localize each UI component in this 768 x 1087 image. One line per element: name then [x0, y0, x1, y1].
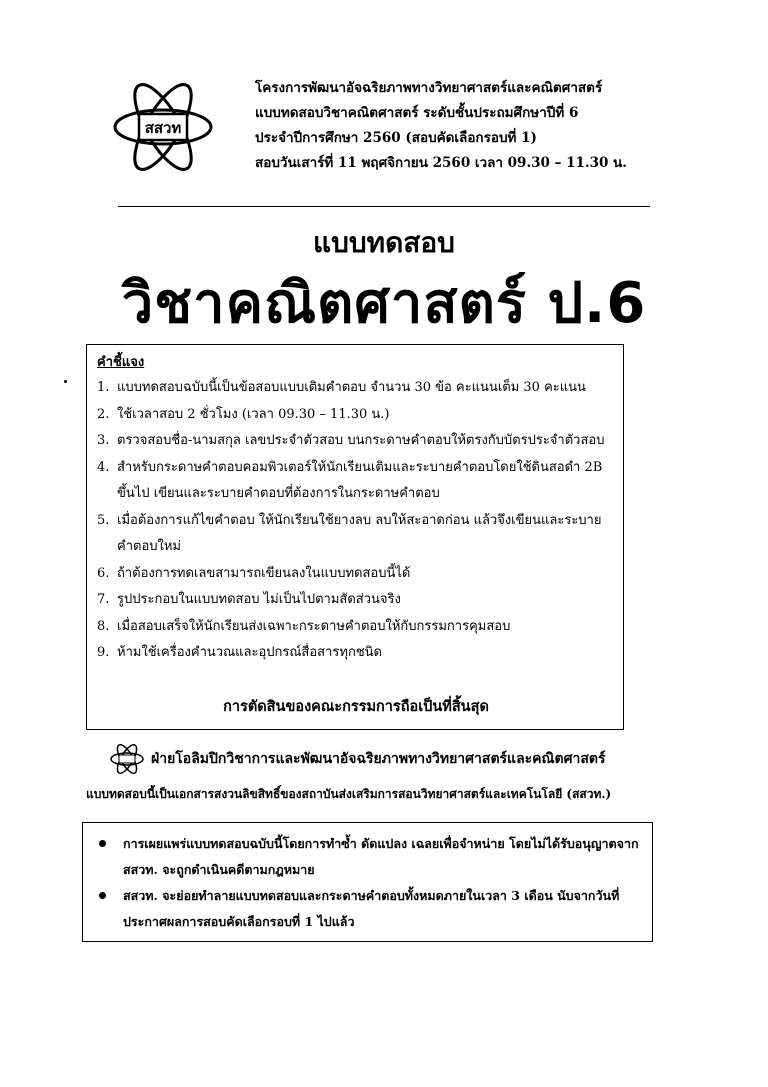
stray-mark	[64, 380, 67, 383]
copyright-notice: แบบทดสอบนี้เป็นเอกสารสงวนลิขสิทธิ์ของสถาบันส่งเสริมการสอนวิทยาศาสตร์และเทคโนโลยี (สสวท.)	[86, 787, 612, 801]
instruction-number: 6.	[97, 565, 110, 581]
header-divider	[118, 206, 650, 207]
legal-notice-list	[83, 831, 643, 935]
title-subject: วิชาคณิตศาสตร์ ป.6	[121, 271, 647, 336]
instruction-text: เมื่อสอบเสร็จให้นักเรียนส่งเฉพาะกระดาษคำตอบให้กับกรรมการคุมสอบ	[117, 618, 511, 634]
instruction-item	[97, 640, 617, 667]
instruction-number: 7.	[97, 592, 110, 607]
legal-notice-box	[82, 822, 653, 942]
header-line-exam: แบบทดสอบวิชาคณิตศาสตร์ ระดับชั้นประถมศึกษาปีที่ 6	[255, 105, 579, 121]
instruction-item	[97, 614, 617, 641]
ipst-small-logo	[110, 742, 144, 776]
header-line-date: สอบวันเสาร์ที่ 11 พฤศจิกายน 2560 เวลา 09.30 – 11.30 น.	[255, 155, 627, 171]
bullet-icon	[99, 892, 106, 899]
legal-notice-item	[83, 883, 643, 935]
instruction-text: สำหรับกระดาษคำตอบคอมพิวเตอร์ให้นักเรียนเติมและระบายคำตอบโดยใช้ดินสอดำ 2B ขึ้นไป เขียนและระบายคำตอบที่ต้องการในกระดาษคำตอบ	[117, 459, 603, 501]
instruction-item	[97, 587, 617, 614]
instruction-item	[97, 455, 617, 508]
instruction-item	[97, 402, 617, 429]
instruction-number: 1.	[97, 380, 110, 395]
instruction-item	[97, 561, 617, 588]
ipst-logo-text: สสวท	[144, 119, 182, 137]
instruction-text: ตรวจสอบชื่อ-นามสกุล เลขประจำตัวสอบ บนกระดาษคำตอบให้ตรงกับบัตรประจำตัวสอบ	[117, 433, 605, 448]
header-line-project: โครงการพัฒนาอัจฉริยภาพทางวิทยาศาสตร์และคณิตศาสตร์	[255, 80, 603, 96]
legal-notice-text: สสวท. จะย่อยทำลายแบบทดสอบและกระดาษคำตอบทั้งหมดภายในเวลา 3 เดือน นับจากวันที่ประกาศผลการสอบคัดเลือกรอบที่ 1 ไปแล้ว	[123, 888, 620, 929]
ipst-logo	[112, 76, 214, 178]
header-line-year: ประจำปีการศึกษา 2560 (สอบคัดเลือกรอบที่ 1)	[255, 130, 537, 146]
instruction-number: 2.	[97, 406, 110, 422]
instruction-number: 5.	[97, 512, 110, 528]
instructions-list	[97, 375, 617, 667]
instruction-number: 9.	[97, 645, 110, 660]
instruction-number: 4.	[97, 459, 110, 475]
instruction-item	[97, 508, 617, 561]
legal-notice-item	[83, 831, 643, 883]
legal-notice-text: การเผยแพร่แบบทดสอบฉบับนี้โดยการทำซ้ำ ดัดแปลง เฉลยเพื่อจำหน่าย โดยไม่ได้รับอนุญาตจาก สสวท. จะถูกดำเนินคดีตามกฎหมาย	[123, 836, 639, 877]
instructions-box	[86, 344, 624, 730]
instruction-text: เมื่อต้องการแก้ไขคำตอบ ให้นักเรียนใช้ยางลบ ลบให้สะอาดก่อน แล้วจึงเขียนและระบายคำตอบใหม่	[117, 512, 602, 554]
instructions-heading: คำชี้แจง	[97, 355, 145, 370]
instruction-text: รูปประกอบในแบบทดสอบ ไม่เป็นไปตามสัดส่วนจริง	[117, 592, 401, 607]
instruction-text: แบบทดสอบฉบับนี้เป็นข้อสอบแบบเติมคำตอบ จำนวน 30 ข้อ คะแนนเต็ม 30 คะแนน	[117, 380, 586, 395]
exam-header	[255, 76, 735, 176]
title-test-label: แบบทดสอบ	[313, 226, 455, 259]
department-name: ฝ่ายโอลิมปิกวิชาการและพัฒนาอัจฉริยภาพทางวิทยาศาสตร์และคณิตศาสตร์	[151, 751, 606, 767]
bullet-icon	[99, 840, 106, 847]
instruction-text: ห้ามใช้เครื่องคำนวณและอุปกรณ์สื่อสารทุกชนิด	[117, 645, 382, 660]
instruction-text: ใช้เวลาสอบ 2 ชั่วโมง (เวลา 09.30 – 11.30 น.)	[117, 406, 390, 422]
instruction-text: ถ้าต้องการทดเลขสามารถเขียนลงในแบบทดสอบนี้ได้	[117, 565, 411, 581]
instruction-item	[97, 375, 617, 402]
instruction-number: 3.	[97, 433, 110, 448]
instruction-number: 8.	[97, 618, 110, 634]
instruction-item	[97, 428, 617, 455]
instructions-final-note: การตัดสินของคณะกรรมการถือเป็นที่สิ้นสุด	[223, 698, 489, 715]
